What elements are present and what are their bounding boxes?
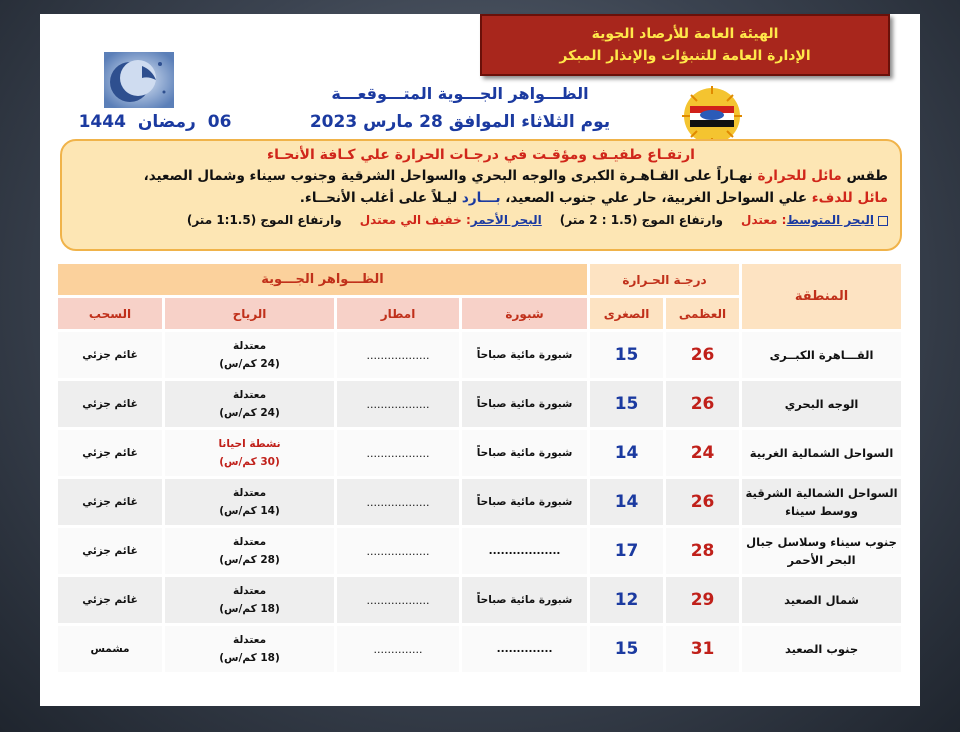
summary-headline: ارتفـاع طفيـف ومؤقـت في درجـات الحرارة علي كـافة الأنحـاء (267, 147, 695, 163)
weather-summary (60, 139, 902, 251)
forecast-table-body (57, 331, 903, 674)
max-temp-cell: 28 (665, 527, 741, 576)
max-temp-cell: 29 (665, 576, 741, 625)
fog-cell: شبورة مائية صباحاً (461, 576, 589, 625)
region-cell: السواحل الشمالية الشرقية ووسط سيناء (741, 478, 903, 527)
clouds-cell: مشمس (57, 625, 164, 674)
max-temp-cell: 26 (665, 380, 741, 429)
region-cell: الوجه البحري (741, 380, 903, 429)
max-temp-cell: 31 (665, 625, 741, 674)
summary-highlight: مائل للحرارة (757, 168, 842, 184)
clouds-cell: غائم جزئي (57, 527, 164, 576)
min-temp-cell: 12 (589, 576, 665, 625)
min-temp-cell: 14 (589, 478, 665, 527)
summary-text: علي السواحل الغربية، حار علي جنوب الصعيد، (500, 190, 812, 206)
table-row (57, 527, 903, 576)
report-date: يوم الثلاثاء الموافق 28 مارس 2023 (309, 112, 611, 132)
wind-speed: (18 كم/س) (219, 652, 280, 664)
report-title: الظـــواهر الجـــوية المتـــوقعـــة (331, 84, 589, 103)
wind-cell (164, 478, 336, 527)
forecast-table (55, 261, 904, 675)
max-temp-cell: 24 (665, 429, 741, 478)
sea-state: : خفيف الي معتدل (359, 213, 471, 227)
rain-cell: .............. (336, 625, 461, 674)
summary-text: ليـلاً على أغلب الأنحــاء. (299, 190, 462, 206)
region-cell: القـــاهرة الكبــرى (741, 331, 903, 380)
rain-cell: .................. (336, 527, 461, 576)
max-temp-cell: 26 (665, 478, 741, 527)
fog-cell: .............. (461, 625, 589, 674)
summary-text: نهـاراً على القـاهـرة الكبرى والوجه البحري والسواحل الشرقية وجنوب سيناء وشمال الصعيد، (143, 168, 758, 184)
clouds-cell: غائم جزئي (57, 478, 164, 527)
table-row (57, 380, 903, 429)
max-temp-cell: 26 (665, 331, 741, 380)
header-region: المنطقة (741, 263, 903, 331)
hijri-date (70, 112, 240, 132)
department-name: الإدارة العامة للتنبؤات والإنذار المبكر (559, 48, 811, 64)
header-rain: امطار (336, 297, 461, 331)
fog-cell: .................. (461, 527, 589, 576)
sea-state-line (74, 209, 888, 231)
header-clouds: السحب (57, 297, 164, 331)
region-cell: شمال الصعيد (741, 576, 903, 625)
header-wind: الرياح (164, 297, 336, 331)
sea-label: البحر الأحمر (470, 213, 542, 227)
summary-highlight: مائل للدفء (811, 190, 888, 206)
rain-cell: .................. (336, 429, 461, 478)
hijri-month: رمضان (137, 112, 196, 132)
clouds-cell: غائم جزئي (57, 576, 164, 625)
fog-cell: شبورة مائية صباحاً (461, 478, 589, 527)
wind-description: معتدلة (232, 487, 267, 499)
wind-description: نشطة احيانا (218, 438, 281, 450)
wind-description: معتدلة (232, 585, 267, 597)
wind-cell (164, 331, 336, 380)
wind-speed: (28 كم/س) (219, 554, 280, 566)
table-row (57, 429, 903, 478)
hijri-day: 06 (207, 112, 232, 132)
wind-cell (164, 380, 336, 429)
sea-state: : معتدل (741, 213, 787, 227)
rain-cell: .................. (336, 478, 461, 527)
rain-cell: .................. (336, 576, 461, 625)
wind-speed: (24 كم/س) (219, 407, 280, 419)
wind-description: معتدلة (232, 634, 267, 646)
wind-cell (164, 527, 336, 576)
table-row (57, 576, 903, 625)
wind-speed: (14 كم/س) (219, 505, 280, 517)
wind-description: معتدلة (232, 389, 267, 401)
organization-name: الهيئة العامة للأرصاد الجوية (591, 26, 779, 42)
clouds-cell: غائم جزئي (57, 429, 164, 478)
min-temp-cell: 15 (589, 625, 665, 674)
clouds-cell: غائم جزئي (57, 380, 164, 429)
wind-description: معتدلة (232, 340, 267, 352)
table-row (57, 478, 903, 527)
wind-speed: (30 كم/س) (219, 456, 280, 468)
wind-cell (164, 429, 336, 478)
min-temp-cell: 17 (589, 527, 665, 576)
rain-cell: .................. (336, 380, 461, 429)
wind-speed: (18 كم/س) (219, 603, 280, 615)
sea-label: البحر المتوسط (786, 213, 874, 227)
region-cell: جنوب سيناء وسلاسل جبال البحر الأحمر (741, 527, 903, 576)
checkbox-icon (878, 216, 888, 226)
mediterranean-sea-state (741, 209, 888, 231)
red-sea-wave-height: وارتفاع الموج (1:1.5 متر) (186, 213, 342, 227)
wind-cell (164, 576, 336, 625)
organization-banner (480, 14, 890, 76)
summary-highlight: بـــارد (461, 190, 501, 206)
min-temp-cell: 15 (589, 331, 665, 380)
wind-speed: (24 كم/س) (219, 358, 280, 370)
table-row (57, 625, 903, 674)
header-max: العظمى (665, 297, 741, 331)
forecast-sheet (40, 14, 920, 706)
summary-line-2 (74, 187, 888, 209)
clouds-cell: غائم جزئي (57, 331, 164, 380)
table-row (57, 331, 903, 380)
hijri-year: 1444 (78, 112, 126, 132)
region-cell: جنوب الصعيد (741, 625, 903, 674)
region-cell: السواحل الشمالية الغربية (741, 429, 903, 478)
fog-cell: شبورة مائية صباحاً (461, 331, 589, 380)
min-temp-cell: 14 (589, 429, 665, 478)
summary-text: طقس (841, 168, 888, 184)
rain-cell: .................. (336, 331, 461, 380)
wind-cell (164, 625, 336, 674)
mediterranean-wave-height: وارتفاع الموج (1.5 : 2 متر) (559, 213, 724, 227)
fog-cell: شبورة مائية صباحاً (461, 380, 589, 429)
header-fog: شبورة (461, 297, 589, 331)
header-min: الصغرى (589, 297, 665, 331)
summary-line-1 (74, 165, 888, 187)
ramadan-crescent-logo (104, 52, 174, 108)
wind-description: معتدلة (232, 536, 267, 548)
header-temperature: درجـة الحـرارة (589, 263, 741, 297)
fog-cell: شبورة مائية صباحاً (461, 429, 589, 478)
header-phenomena: الظـــواهر الجـــوية (57, 263, 589, 297)
red-sea-state (360, 209, 542, 231)
min-temp-cell: 15 (589, 380, 665, 429)
